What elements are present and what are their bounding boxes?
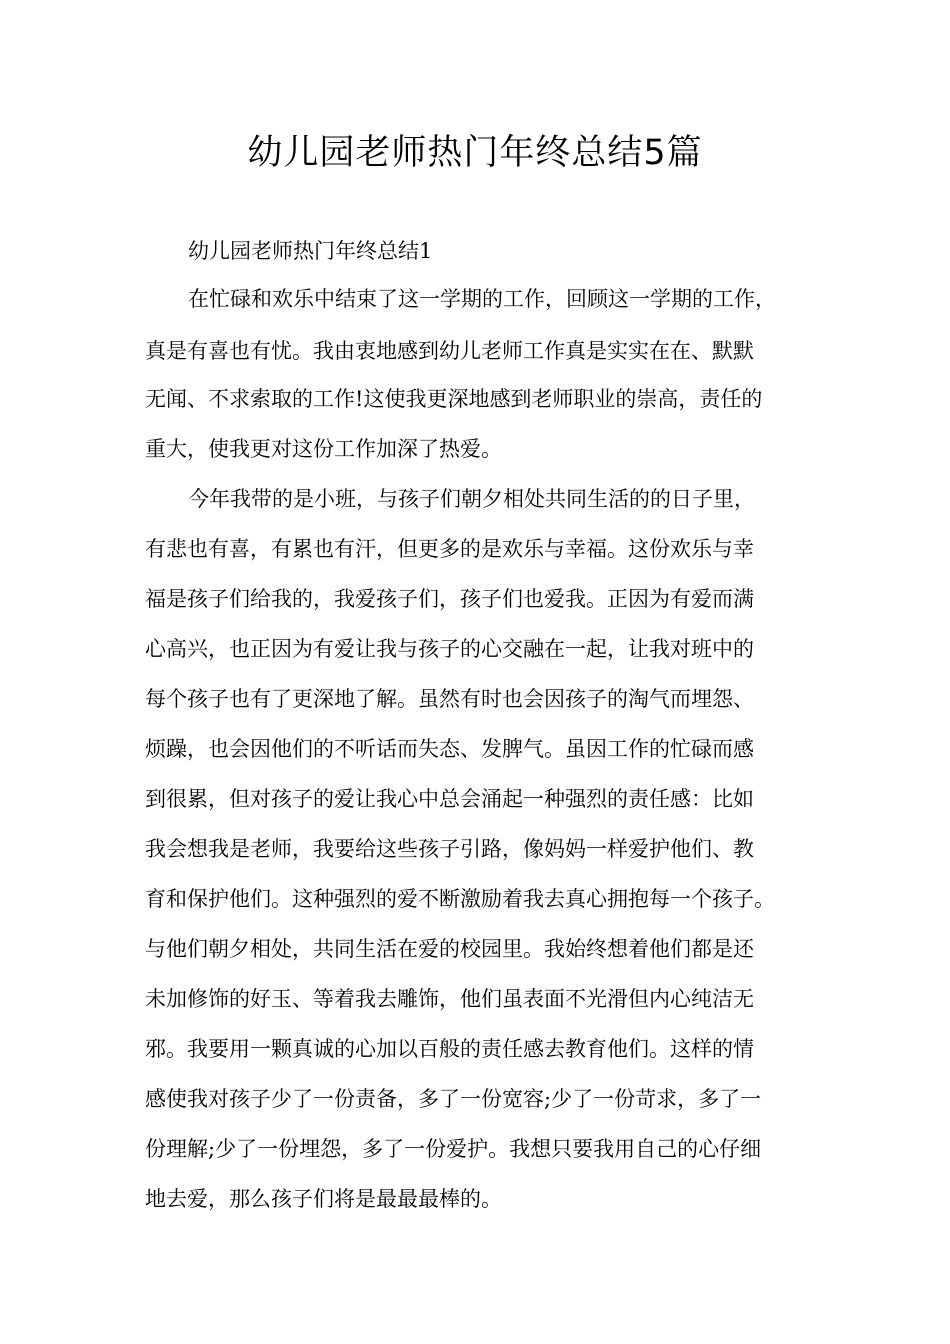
paragraph-line: 今年我带的是小班，与孩子们朝夕相处共同生活的的日子里，: [188, 487, 755, 511]
paragraph-line: 邪。我要用一颗真诚的心加以百般的责任感去教育他们。这样的情: [145, 1037, 754, 1061]
paragraph-line: 每个孩子也有了更深地了解。虽然有时也会因孩子的淘气而埋怨、: [145, 687, 754, 711]
paragraph-line: 未加修饰的好玉、等着我去雕饰，他们虽表面不光滑但内心纯洁无: [145, 987, 754, 1011]
paragraph-line: 重大，使我更对这份工作加深了热爱。: [145, 437, 502, 461]
paragraph-line: 份理解;少了一份埋怨，多了一份爱护。我想只要我用自己的心仔细: [145, 1137, 762, 1161]
paragraph-line: 烦躁，也会因他们的不听话而失态、发脾气。虽因工作的忙碌而感: [145, 737, 754, 761]
paragraph-line: 感使我对孩子少了一份责备，多了一份宽容;少了一份苛求，多了一: [145, 1087, 762, 1111]
paragraph-line: 与他们朝夕相处，共同生活在爱的校园里。我始终想着他们都是还: [145, 937, 754, 961]
paragraph-line: 福是孩子们给我的，我爱孩子们，孩子们也爱我。正因为有爱而满: [145, 587, 754, 611]
paragraph-line: 我会想我是老师，我要给这些孩子引路，像妈妈一样爱护他们、教: [145, 837, 754, 861]
paragraph-line: 育和保护他们。这种强烈的爱不断激励着我去真心拥抱每一个孩子。: [145, 887, 775, 911]
section-heading: 幼儿园老师热门年终总结1: [188, 239, 433, 263]
paragraph-line: 有悲也有喜，有累也有汗，但更多的是欢乐与幸福。这份欢乐与幸: [145, 537, 754, 561]
paragraph-line: 在忙碌和欢乐中结束了这一学期的工作，回顾这一学期的工作，: [188, 287, 776, 311]
paragraph-line: 无闻、不求索取的工作!这使我更深地感到老师职业的崇高，责任的: [145, 387, 763, 411]
paragraph-line: 真是有喜也有忧。我由衷地感到幼儿老师工作真是实实在在、默默: [145, 339, 754, 363]
paragraph-line: 心高兴，也正因为有爱让我与孩子的心交融在一起，让我对班中的: [145, 637, 754, 661]
paragraph-line: 地去爱，那么孩子们将是最最最棒的。: [145, 1187, 502, 1211]
paragraph-line: 到很累，但对孩子的爱让我心中总会涌起一种强烈的责任感：比如: [145, 787, 754, 811]
document-title: 幼儿园老师热门年终总结5篇: [247, 133, 703, 173]
